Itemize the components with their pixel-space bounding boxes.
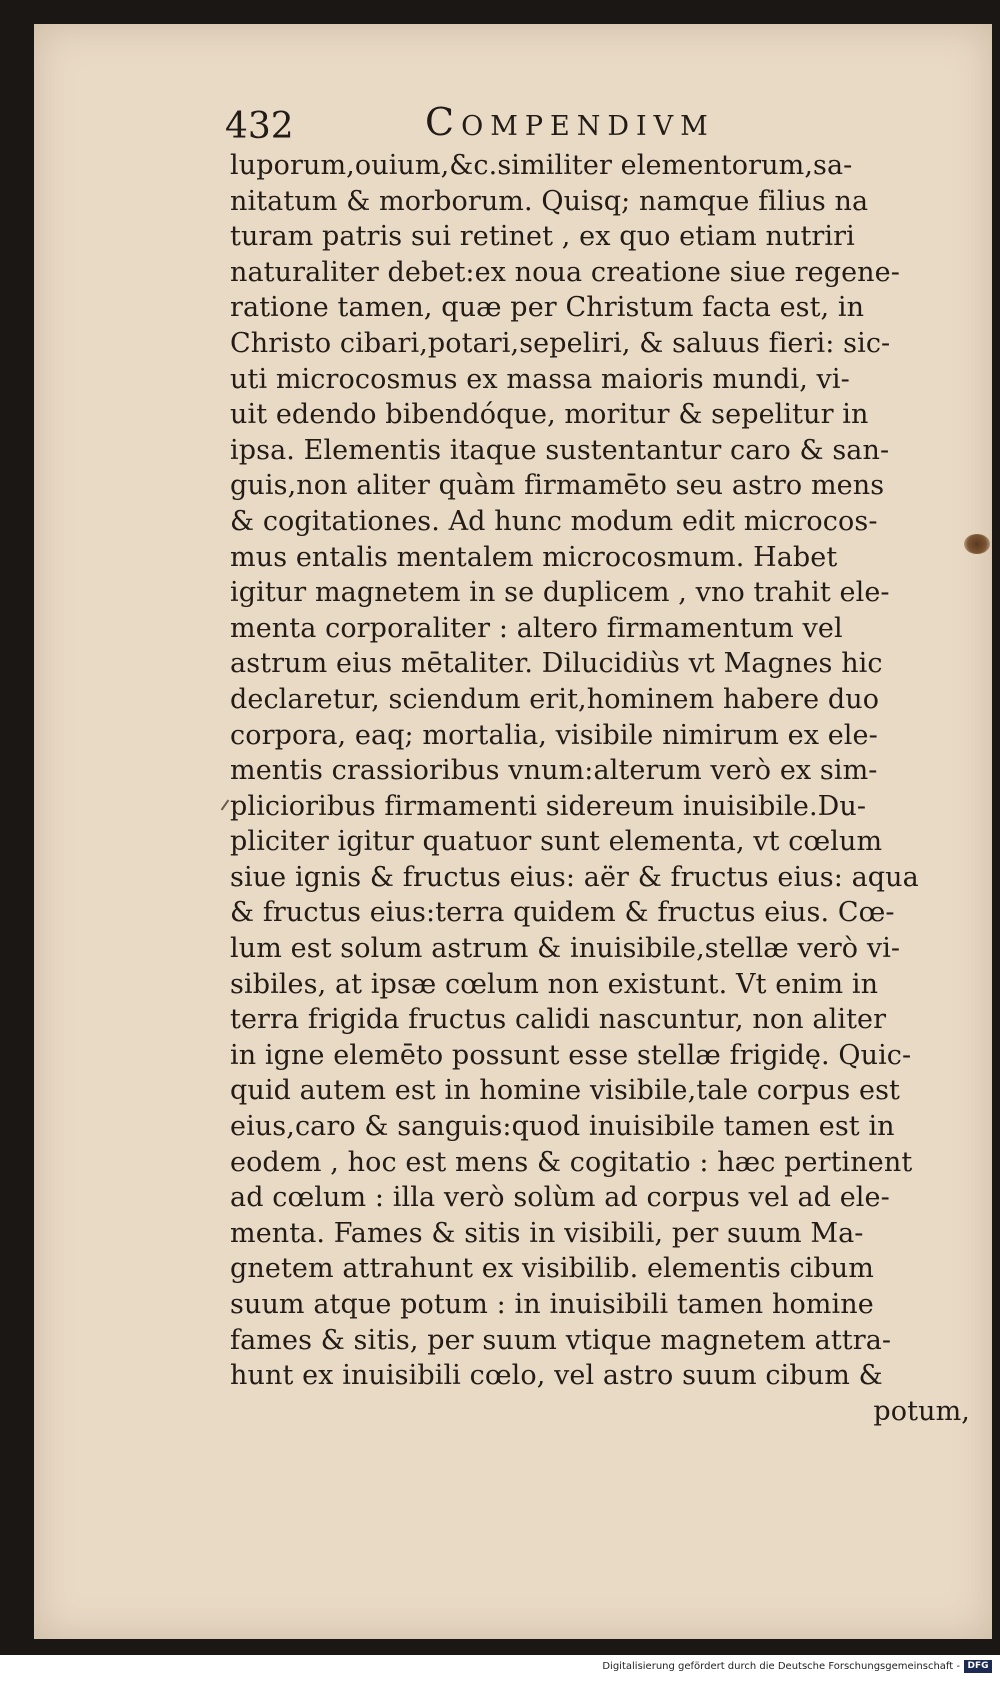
- text-line: guis,non aliter quàm firmamēto seu astro mens: [230, 470, 885, 502]
- text-line: pliciter igitur quatuor sunt elementa, vt cœlum: [230, 826, 883, 858]
- running-head: [225, 100, 785, 150]
- text-line: turam patris sui retinet , ex quo etiam nutriri: [230, 221, 855, 253]
- text-line: corpora, eaq; mortalia, visibile nimirum ex ele-: [230, 719, 878, 751]
- funding-credit: Digitalisierung gefördert durch die Deutsche Forschungsgemeinschaft -: [602, 1661, 960, 1672]
- text-line: & cogitationes. Ad hunc modum edit microcos-: [230, 505, 878, 537]
- page-title: Compendivm: [425, 100, 715, 144]
- text-line: in igne elemēto possunt esse stellæ frigidę. Quic-: [230, 1039, 912, 1071]
- text-line: igitur magnetem in se duplicem , vno trahit ele-: [230, 577, 890, 609]
- text-line: lum est solum astrum & inuisibile,stellæ verò vi-: [230, 933, 901, 965]
- text-line: menta corporaliter : altero firmamentum vel: [230, 612, 843, 644]
- digitization-footer: [0, 1655, 1000, 1683]
- text-line: ratione tamen, quæ per Christum facta est, in: [230, 292, 865, 324]
- text-line: Christo cibari,potari,sepeliri, & saluus fieri: sic-: [230, 327, 891, 359]
- text-line: siue ignis & fructus eius: aër & fructus eius: aqua: [230, 861, 919, 893]
- text-line: astrum eius mētaliter. Dilucidiùs vt Magnes hic: [230, 648, 883, 680]
- text-line: luporum,ouium,&c.similiter elementorum,sa-: [230, 150, 853, 181]
- text-line: mentis crassioribus vnum:alterum verò ex sim-: [230, 755, 878, 787]
- text-line: uti microcosmus ex massa maioris mundi, vi-: [230, 363, 850, 395]
- dfg-logo: DFG: [964, 1660, 992, 1673]
- text-line: suum atque potum : in inuisibili tamen homine: [230, 1289, 874, 1320]
- text-line: & fructus eius:terra quidem & fructus eius. Cœ-: [230, 897, 895, 929]
- body-text: [230, 148, 970, 1429]
- text-line: terra frigida fructus calidi nascuntur, non aliter: [230, 1004, 887, 1036]
- text-line: naturaliter debet:ex noua creatione siue regene-: [230, 256, 900, 288]
- text-line: plicioribus firmamenti sidereum inuisibile.Du-: [230, 790, 867, 822]
- text-line: uit edendo bibendóque, moritur & sepelitur in: [230, 399, 869, 431]
- page-number: 432: [225, 106, 294, 147]
- text-line: ipsa. Elementis itaque sustentantur caro & san-: [230, 434, 890, 466]
- text-line: nitatum & morborum. Quisq; namque filius na: [230, 185, 869, 217]
- text-line: eius,caro & sanguis:quod inuisibile tamen est in: [230, 1111, 895, 1143]
- text-line: declaretur, sciendum erit,hominem habere duo: [230, 683, 880, 715]
- text-line: quid autem est in homine visibile,tale corpus est: [230, 1075, 900, 1107]
- text-line: sibiles, at ipsæ cœlum non existunt. Vt enim in: [230, 968, 879, 1000]
- catchword-line: potum,: [873, 1395, 970, 1427]
- text-line: gnetem attrahunt ex visibilib. elementis cibum: [230, 1253, 874, 1285]
- text-line: ad cœlum : illa verò solùm ad corpus vel ad ele-: [230, 1182, 890, 1214]
- text-line: fames & sitis, per suum vtique magnetem attra-: [230, 1324, 892, 1356]
- text-line: hunt ex inuisibili cœlo, vel astro suum cibum &: [230, 1360, 883, 1392]
- text-line: mus entalis mentalem microcosmum. Habet: [230, 541, 838, 573]
- text-line: eodem , hoc est mens & cogitatio : hæc pertinent: [230, 1146, 913, 1178]
- margin-mark: [221, 800, 230, 811]
- text-line: menta. Fames & sitis in visibili, per suum Ma-: [230, 1217, 864, 1249]
